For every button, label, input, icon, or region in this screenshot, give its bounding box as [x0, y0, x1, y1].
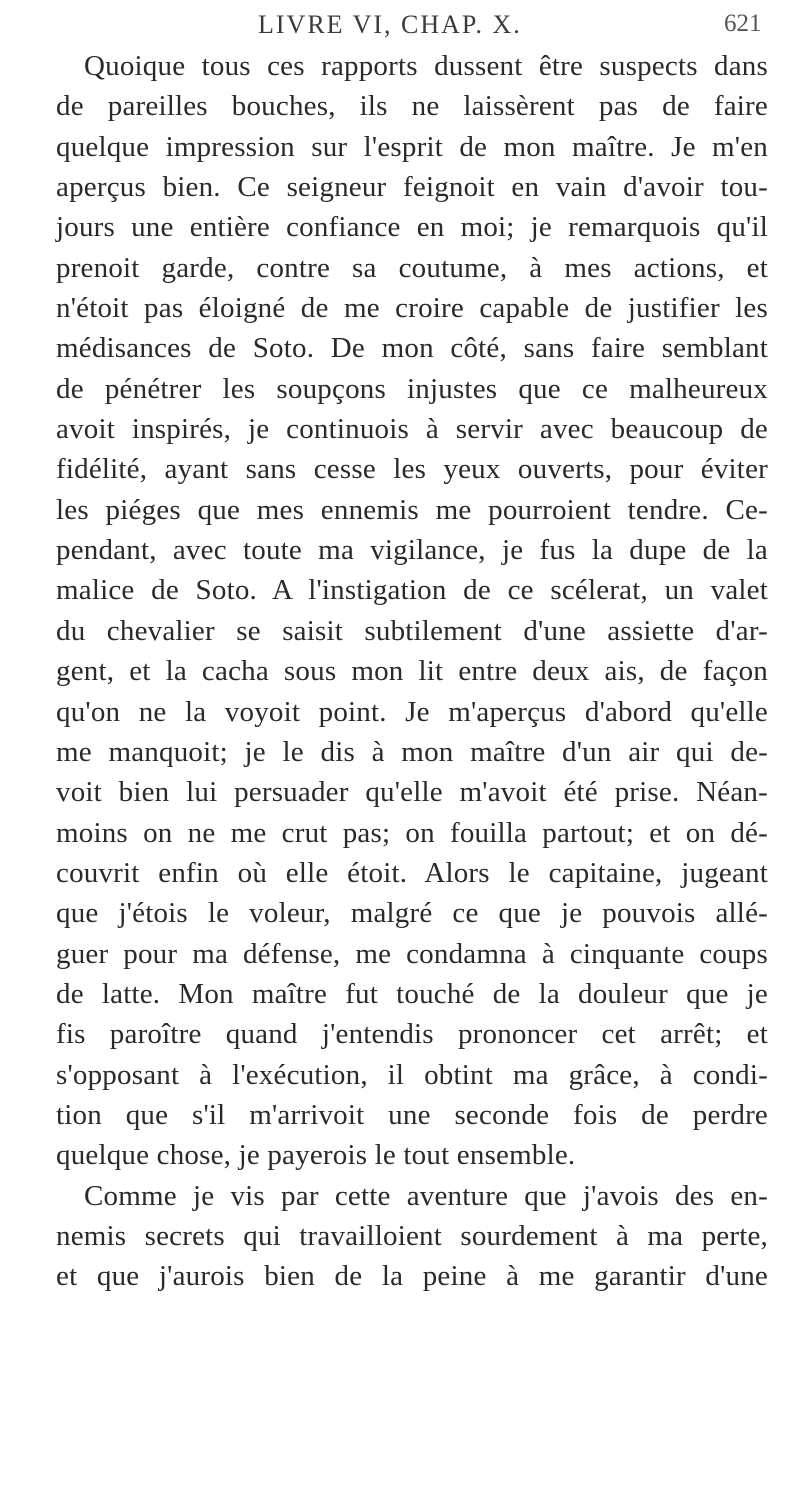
text-line: n'étoit pas éloigné de me croire capable de justifier les	[56, 292, 768, 325]
text-line: s'opposant à l'exécution, il obtint ma grâce, à condi-	[56, 1058, 768, 1091]
text-line: avoit inspirés, je continuois à servir avec beaucoup de	[56, 413, 768, 446]
text-line: me manquoit; je le dis à mon maître d'un air qui de-	[56, 735, 768, 768]
paragraph-2	[56, 1176, 768, 1297]
text-line: moins on ne me crut pas; on fouilla partout; et on dé-	[56, 816, 768, 849]
text-line: guer pour ma défense, me condamna à cinquante coups	[56, 937, 768, 970]
text-line: Comme je vis par cette aventure que j'avois des en-	[84, 1179, 768, 1212]
running-title: LIVRE VI, CHAP. X.	[258, 10, 522, 39]
text-line: voit bien lui persuader qu'elle m'avoit été prise. Néan-	[56, 776, 768, 809]
text-line: prenoit garde, contre sa coutume, à mes actions, et	[56, 251, 768, 284]
text-line: malice de Soto. A l'instigation de ce scélerat, un valet	[56, 574, 768, 607]
text-line: tion que s'il m'arrivoit une seconde fois de perdre	[56, 1098, 768, 1131]
text-line: Quoique tous ces rapports dussent être suspects dans	[84, 50, 768, 82]
body-text	[56, 46, 768, 1297]
paragraph-1	[56, 46, 768, 1176]
text-line: gent, et la cacha sous mon lit entre deux ais, de façon	[56, 655, 768, 688]
text-line: quelque chose, je payerois le tout ensemble.	[56, 1139, 576, 1172]
text-line: de latte. Mon maître fut touché de la douleur que je	[56, 977, 768, 1010]
text-line: jours une entière confiance en moi; je remarquois qu'il	[56, 211, 768, 244]
running-head	[0, 10, 800, 50]
text-line: fidélité, ayant sans cesse les yeux ouverts, pour éviter	[56, 453, 768, 486]
text-line: médisances de Soto. De mon côté, sans faire semblant	[56, 332, 768, 365]
text-line: que j'étois le voleur, malgré ce que je pouvois allé-	[56, 897, 768, 930]
text-line: aperçus bien. Ce seigneur feignoit en vain d'avoir tou-	[56, 171, 768, 204]
text-line: couvrit enfin où elle étoit. Alors le capitaine, jugeant	[56, 856, 768, 889]
text-line: de pénétrer les soupçons injustes que ce malheureux	[56, 372, 768, 405]
text-line: pendant, avec toute ma vigilance, je fus la dupe de la	[56, 534, 768, 567]
page-number: 621	[724, 10, 762, 37]
text-line: les piéges que mes ennemis me pourroient tendre. Ce-	[56, 493, 768, 526]
text-line: fis paroître quand j'entendis prononcer cet arrêt; et	[56, 1018, 768, 1051]
text-line: qu'on ne la voyoit point. Je m'aperçus d'abord qu'elle	[56, 695, 768, 728]
text-line: quelque impression sur l'esprit de mon maître. Je m'en	[56, 130, 768, 163]
text-line: du chevalier se saisit subtilement d'une assiette d'ar-	[56, 614, 768, 647]
text-line: et que j'aurois bien de la peine à me garantir d'une	[56, 1260, 768, 1293]
text-line: nemis secrets qui travailloient sourdement à ma perte,	[56, 1219, 768, 1252]
text-line: de pareilles bouches, ils ne laissèrent pas de faire	[56, 90, 768, 123]
